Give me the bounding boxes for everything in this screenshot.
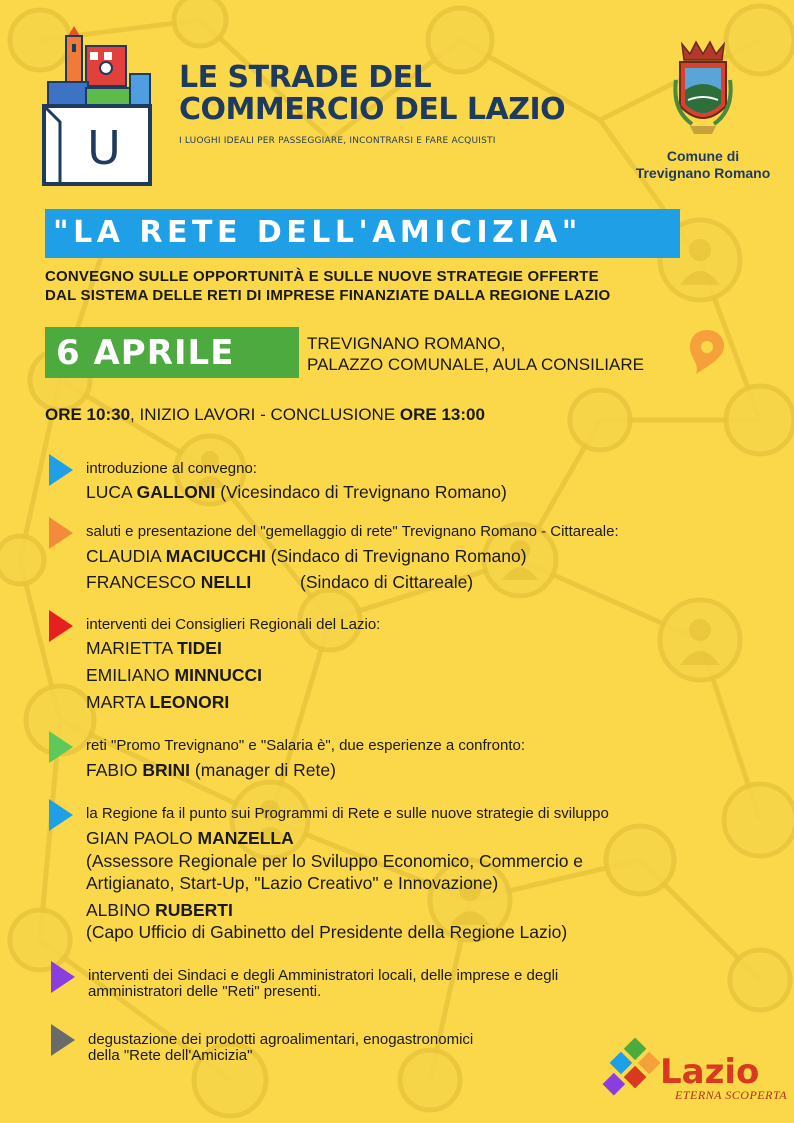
time-line bbox=[45, 405, 485, 425]
lazio-tagline: ETERNA SCOPERTA bbox=[675, 1088, 788, 1102]
section6-text bbox=[88, 968, 558, 1000]
speaker-last-name: GALLONI bbox=[136, 482, 216, 502]
speaker-manzella bbox=[86, 828, 294, 849]
event-subtitle-line2: DAL SISTEMA DELLE RETI DI IMPRESE FINANZIATE DALLA REGIONE LAZIO bbox=[45, 287, 611, 304]
speaker-role-nelli: (Sindaco di Cittareale) bbox=[300, 572, 474, 592]
section7-text bbox=[88, 1032, 473, 1064]
speaker-leonori bbox=[86, 692, 229, 713]
speaker-ruberti bbox=[86, 900, 233, 921]
time-middle: , INIZIO LAVORI - CONCLUSIONE bbox=[130, 405, 400, 424]
event-date: 6 APRILE bbox=[56, 333, 235, 373]
speaker-last-name: MACIUCCHI bbox=[165, 546, 266, 566]
speaker-brini bbox=[86, 760, 336, 781]
comune-label bbox=[618, 148, 788, 182]
event-subtitle bbox=[45, 267, 610, 305]
venue-line1: TREVIGNANO ROMANO, bbox=[307, 334, 506, 353]
speaker-last-name: BRINI bbox=[142, 760, 191, 780]
speaker-first-name: FRANCESCO bbox=[86, 572, 201, 592]
speaker-last-name: TIDEI bbox=[177, 638, 222, 658]
speaker-role-ruberti: (Capo Ufficio di Gabinetto del Presidente della Regione Lazio) bbox=[86, 922, 568, 942]
speaker-first-name: MARIETTA bbox=[86, 638, 178, 658]
venue-line2: PALAZZO COMUNALE, AULA CONSILIARE bbox=[307, 355, 644, 374]
speaker-first-name: EMILIANO bbox=[86, 665, 175, 685]
speaker-role-manzella bbox=[86, 850, 583, 894]
play-arrow-icon bbox=[49, 610, 73, 642]
speaker-role: (manager di Rete) bbox=[190, 760, 336, 780]
section2-intro: saluti e presentazione del "gemellaggio di rete" Trevignano Romano - Cittareale: bbox=[86, 523, 619, 540]
lazio-wordmark: Lazio bbox=[660, 1052, 760, 1092]
event-subtitle-line1: CONVEGNO SULLE OPPORTUNITÀ E SULLE NUOVE STRATEGIE OFFERTE bbox=[45, 268, 599, 285]
speaker-first-name: GIAN PAOLO bbox=[86, 828, 198, 848]
event-title: "LA RETE DELL'AMICIZIA" bbox=[53, 215, 582, 250]
speaker-last-name: LEONORI bbox=[149, 692, 230, 712]
speaker-first-name: MARTA bbox=[86, 692, 150, 712]
speaker-first-name: CLAUDIA bbox=[86, 546, 166, 566]
strade-commercio-logo bbox=[38, 26, 156, 188]
speaker-first-name: LUCA bbox=[86, 482, 137, 502]
time-end: ORE 13:00 bbox=[399, 405, 485, 424]
play-arrow-icon bbox=[49, 517, 73, 549]
comune-line1: Comune di bbox=[666, 148, 740, 164]
speaker-last-name: RUBERTI bbox=[155, 900, 233, 920]
play-arrow-icon bbox=[49, 731, 73, 763]
logo-title bbox=[179, 62, 565, 126]
role-line2: Artigianato, Start-Up, "Lazio Creativo" e Innovazione) bbox=[86, 873, 499, 893]
play-arrow-icon bbox=[51, 961, 75, 993]
logo-title-line2: COMMERCIO DEL LAZIO bbox=[179, 92, 566, 127]
play-arrow-icon bbox=[49, 454, 73, 486]
section3-intro: interventi dei Consiglieri Regionali del Lazio: bbox=[86, 616, 381, 633]
speaker-nelli bbox=[86, 572, 251, 593]
logo-title-line1: LE STRADE DEL bbox=[179, 60, 432, 95]
speaker-last-name: MINNUCCI bbox=[174, 665, 262, 685]
speaker-first-name: ALBINO bbox=[86, 900, 156, 920]
event-venue bbox=[307, 333, 644, 375]
speaker-first-name: FABIO bbox=[86, 760, 143, 780]
section7-line1: degustazione dei prodotti agroalimentari, enogastronomici bbox=[88, 1031, 474, 1048]
logo-subtitle: I LUOGHI IDEALI PER PASSEGGIARE, INCONTRARSI E FARE ACQUISTI bbox=[179, 136, 496, 146]
comune-crest-icon bbox=[672, 40, 734, 140]
section1-intro: introduzione al convegno: bbox=[86, 460, 257, 477]
section4-intro: reti "Promo Trevignano" e "Salaria è", due esperienze a confronto: bbox=[86, 737, 526, 754]
section6-line1: interventi dei Sindaci e degli Amministratori locali, delle imprese e degli bbox=[88, 967, 559, 984]
role-line1: (Assessore Regionale per lo Sviluppo Economico, Commercio e bbox=[86, 851, 584, 871]
section7-line2: della "Rete dell'Amicizia" bbox=[88, 1047, 253, 1064]
speaker-last-name: MANZELLA bbox=[197, 828, 294, 848]
logo-bag-letter: U bbox=[87, 121, 121, 175]
time-start: ORE 10:30 bbox=[45, 405, 131, 424]
speaker-galloni bbox=[86, 482, 507, 503]
speaker-minnucci bbox=[86, 665, 262, 686]
speaker-role: (Sindaco di Trevignano Romano) bbox=[265, 546, 527, 566]
speaker-tidei bbox=[86, 638, 222, 659]
speaker-last-name: NELLI bbox=[200, 572, 252, 592]
comune-line2: Trevignano Romano bbox=[635, 165, 771, 181]
speaker-maciucchi bbox=[86, 546, 527, 567]
section6-line2: amministratori delle "Reti" presenti. bbox=[88, 983, 322, 1000]
section5-intro: la Regione fa il punto sui Programmi di Rete e sulle nuove strategie di sviluppo bbox=[86, 805, 609, 822]
speaker-role: (Vicesindaco di Trevignano Romano) bbox=[215, 482, 507, 502]
play-arrow-icon bbox=[51, 1024, 75, 1056]
location-pin-icon bbox=[688, 328, 726, 376]
lazio-logo-mark bbox=[596, 1038, 660, 1102]
play-arrow-icon bbox=[49, 799, 73, 831]
